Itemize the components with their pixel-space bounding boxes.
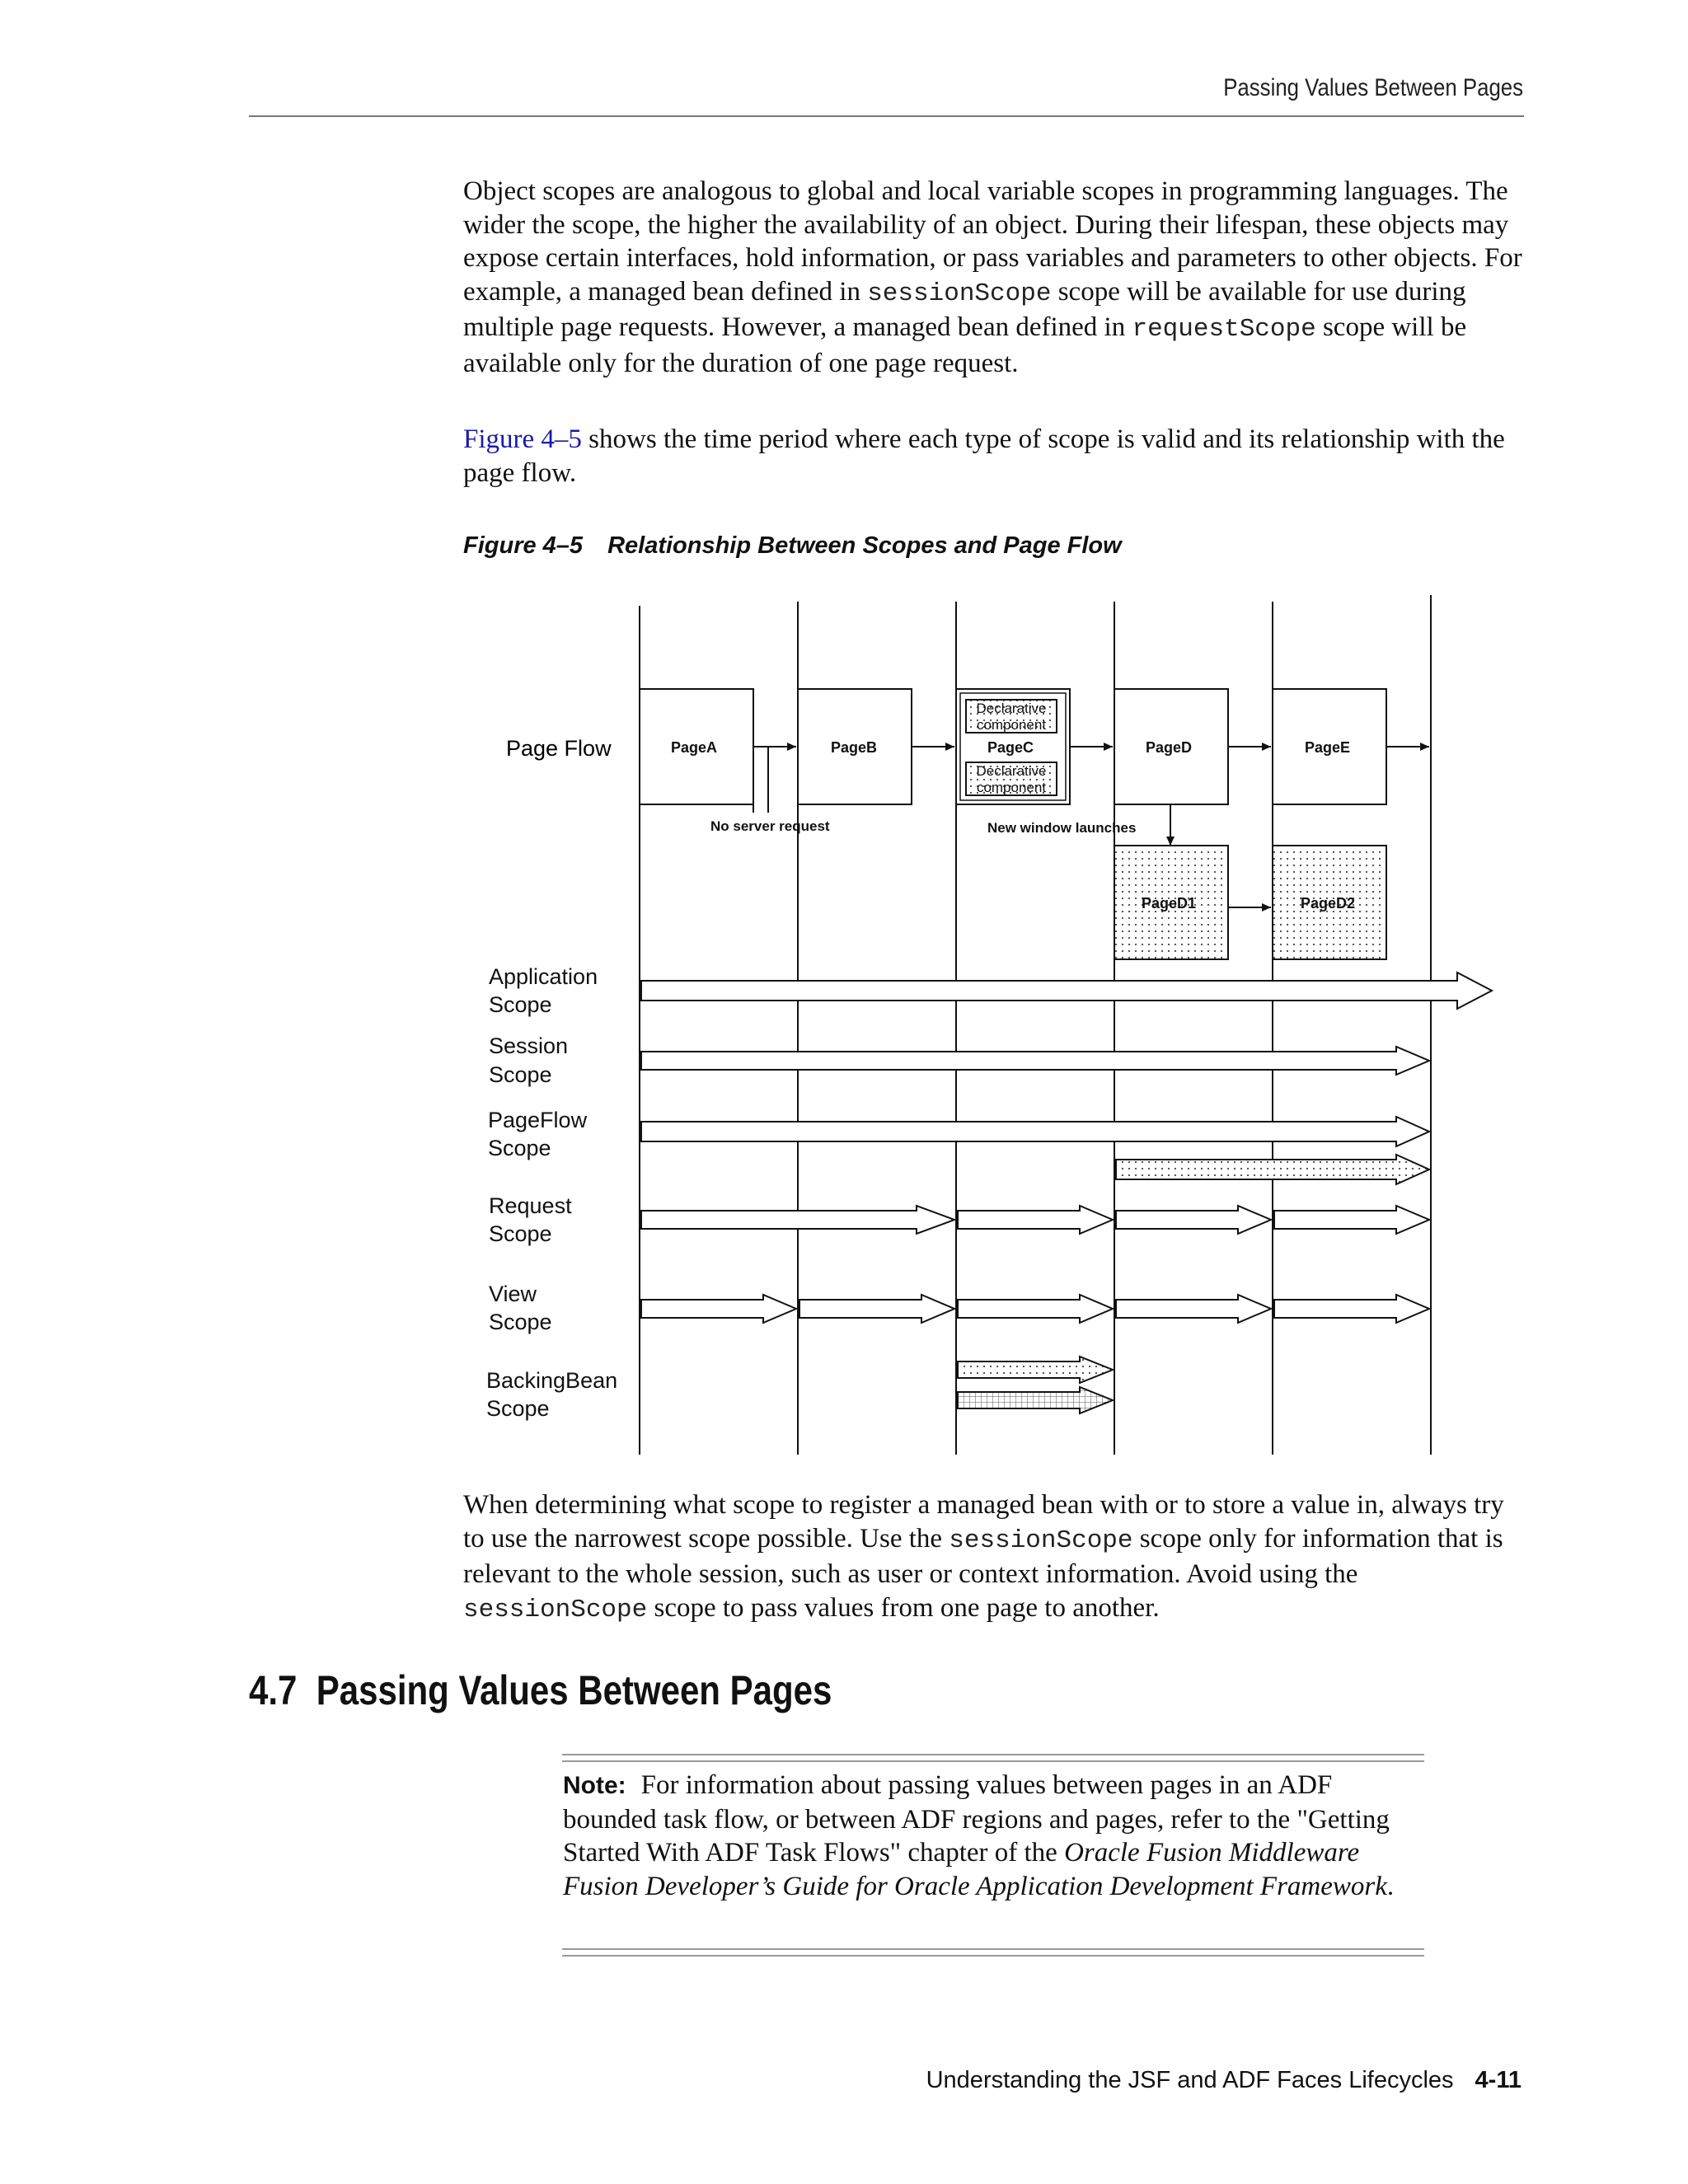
code-session-scope-3: sessionScope	[463, 1595, 648, 1624]
request-scope-arrows	[641, 1206, 1429, 1234]
footer-chapter: Understanding the JSF and ADF Faces Lifecycles	[926, 2067, 1454, 2093]
page-d1-label: PageD1	[1142, 895, 1197, 912]
note-label: Note:	[563, 1772, 626, 1799]
paragraph-figure-ref: Figure 4–5 shows the time period where each type of scope is valid and its relationship with the page flow.	[463, 424, 1505, 488]
svg-text:component: component	[976, 780, 1047, 795]
note-no-server-request: No server request	[710, 818, 830, 834]
svg-text:Declarative: Declarative	[976, 763, 1047, 779]
page-footer	[926, 2067, 1522, 2094]
svg-text:Scope: Scope	[489, 1310, 552, 1334]
view-scope-label: View	[489, 1282, 537, 1306]
page-d-label: PageD	[1146, 739, 1193, 756]
svg-text:Declarative: Declarative	[976, 701, 1047, 716]
session-scope-label: Session	[489, 1033, 569, 1058]
page-flow-label: Page Flow	[506, 736, 612, 761]
svg-text:Scope: Scope	[488, 1136, 551, 1160]
section-heading	[249, 1666, 832, 1714]
svg-text:component: component	[976, 717, 1047, 733]
backingbean-scope-label: BackingBean	[486, 1368, 618, 1393]
svg-text:Scope: Scope	[489, 992, 552, 1017]
backingbean-scope-arrow-2	[958, 1387, 1113, 1413]
page-c-label: PageC	[987, 739, 1034, 756]
application-scope-label: Application	[489, 964, 598, 989]
section-title: Passing Values Between Pages	[316, 1667, 832, 1713]
code-request-scope: requestScope	[1132, 315, 1316, 344]
request-scope-label: Request	[489, 1193, 572, 1218]
paragraph-object-scopes: Object scopes are analogous to global and local variable scopes in programming languages. The wider the scope, the higher the availability of an object. During their lifespan, these objects may expose certain interfaces, hold information, or pass variables and parameters to other objects. For example, a managed bean defined in sessionScope scope will be available for use during multiple page requests. However, a managed bean defined in requestScope scope will be available only for the duration of one page request.	[463, 176, 1522, 378]
page-d2-label: PageD2	[1301, 895, 1356, 912]
page-b-label: PageB	[831, 739, 878, 756]
svg-text:Scope: Scope	[486, 1396, 550, 1421]
section-number: 4.7	[249, 1667, 298, 1713]
note-bottom-rule	[562, 1948, 1424, 1957]
pageflow-scope-arrow	[641, 1117, 1429, 1146]
page-e-label: PageE	[1305, 739, 1351, 756]
pageflow-scope-child-arrow	[1116, 1155, 1429, 1184]
running-header: Passing Values Between Pages	[1223, 74, 1523, 101]
note-top-rule	[562, 1754, 1424, 1762]
figure-link[interactable]: Figure 4–5	[463, 424, 582, 454]
svg-text:Scope: Scope	[489, 1062, 552, 1087]
backingbean-scope-arrow-1	[958, 1357, 1113, 1383]
note-box: Note: For information about passing values between pages in an ADF bounded task flow, or between ADF regions and pages, refer to the "Getting Started With ADF Task Flows" chapter of the Oracle Fusion Middleware Fusion Developer’s Guide for Oracle Application Development Framework.	[563, 1770, 1395, 1901]
svg-text:Scope: Scope	[489, 1221, 552, 1246]
code-session-scope: sessionScope	[867, 279, 1052, 308]
page-a-label: PageA	[671, 739, 718, 756]
session-scope-arrow	[641, 1047, 1429, 1075]
note-new-window: New window launches	[987, 820, 1137, 836]
paragraph-narrowest-scope: When determining what scope to register a managed bean with or to store a value in, always try to use the narrowest scope possible. Use the sessionScope scope only for information that is relevant to the whole session, such as user or context information. Avoid using the sessionScope scope to pass values from one page to another.	[463, 1490, 1504, 1624]
application-scope-arrow	[641, 972, 1492, 1009]
code-session-scope-2: sessionScope	[949, 1526, 1133, 1555]
view-scope-arrows	[641, 1295, 1429, 1323]
book-title: Oracle Fusion Middleware Fusion Developer’s Guide for Oracle Application Development Framework	[563, 1838, 1387, 1901]
figure-number: Figure 4–5	[463, 532, 584, 559]
pageflow-scope-label: PageFlow	[488, 1108, 588, 1132]
page-number: 4-11	[1475, 2067, 1522, 2093]
figure-title: Relationship Between Scopes and Page Flow	[607, 532, 1122, 559]
